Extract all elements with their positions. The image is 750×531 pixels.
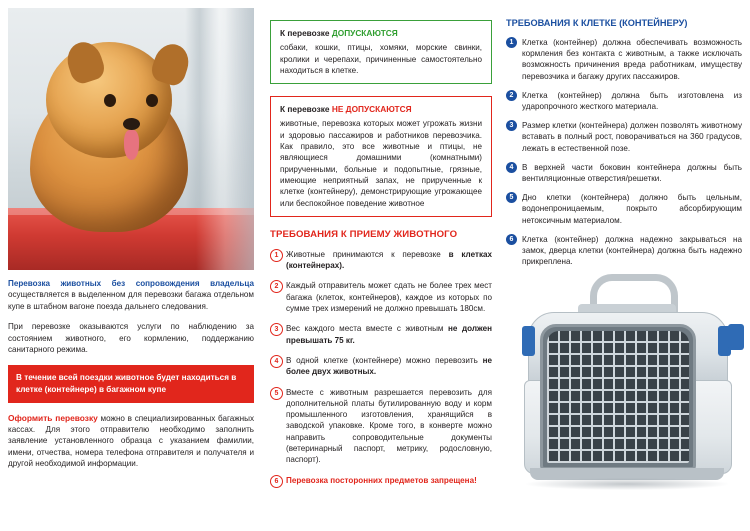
list-item bbox=[270, 280, 492, 314]
order-text: можно в специализированных багажных кассах. Для этого отправителю необходимо заполнить заявление установленного образца с указанием фамилии, имени, отчества, номера телефона отправителя и получателя и другой необходимой информации. bbox=[8, 413, 254, 469]
list-item bbox=[270, 323, 492, 346]
order-head: Оформить перевозку bbox=[8, 412, 98, 423]
list-item bbox=[270, 387, 492, 466]
red-callout-box: В течение всей поездки животное будет находиться в клетке (контейнере) в багажном купе bbox=[8, 365, 254, 402]
list-item bbox=[506, 192, 742, 226]
left-text-block bbox=[8, 278, 254, 480]
list-number: 4 bbox=[506, 162, 517, 173]
denied-box-title bbox=[280, 104, 482, 115]
list-text-bold: не должен превышать 75 кг. bbox=[286, 324, 492, 345]
order-paragraph bbox=[8, 413, 254, 470]
left-column bbox=[0, 0, 262, 531]
allowed-title-plain: К перевозке bbox=[280, 28, 332, 38]
service-paragraph: При перевозке оказываются услуги по наблюдению за состоянием животного, его кормлению, поддержанию санитарного режима. bbox=[8, 322, 254, 355]
list-number: 5 bbox=[270, 387, 283, 400]
list-number: 2 bbox=[506, 90, 517, 101]
list-number: 1 bbox=[506, 37, 517, 48]
allowed-animals-box bbox=[270, 20, 492, 84]
dog-tongue bbox=[124, 130, 139, 160]
list-text: Клетка (контейнер) должна обеспечивать возможность кормления без контакта с животным, а также исключать возможность причинения вреда работникам, имуществу перевозчика и багажу других пассажиров. bbox=[522, 38, 742, 81]
list-number: 5 bbox=[506, 192, 517, 203]
dog-ear-left bbox=[63, 38, 108, 87]
list-text: В верхней части боковин контейнера должны быть вентиляционные отверстия/решетки. bbox=[522, 162, 742, 184]
list-item bbox=[506, 234, 742, 268]
dog-eye-right bbox=[146, 94, 158, 107]
dog-head bbox=[46, 42, 172, 158]
lead-highlight: Перевозка животных без сопровождения владельца bbox=[8, 279, 254, 288]
list-item bbox=[506, 37, 742, 82]
list-number: 2 bbox=[270, 280, 283, 293]
dog-eye-left bbox=[104, 94, 116, 107]
list-text: Животные принимаются к перевозке bbox=[286, 249, 449, 259]
carrier-latch-left bbox=[522, 326, 535, 356]
list-text: Клетка (контейнер) должна надежно закрываться на замок, дверца клетки (контейнера) должна быть надежно прикреплена. bbox=[522, 234, 742, 267]
denied-title-plain: К перевозке bbox=[280, 104, 332, 115]
list-item bbox=[270, 355, 492, 378]
lead-rest: осуществляется в выделенном для перевозки багажа отдельном купе в штабном вагоне поезда дальнего следования. bbox=[8, 290, 254, 311]
list-text: Каждый отправитель может сдать не более трех мест багажа (клеток, контейнеров), каждое из которых по сумме трех измерений не должно превышать 180см. bbox=[286, 281, 492, 314]
list-text: В одной клетке (контейнере) можно перевозить bbox=[286, 355, 483, 365]
list-number: 6 bbox=[270, 475, 283, 488]
dog-nose bbox=[123, 118, 140, 130]
carrier-door-lock bbox=[728, 324, 744, 350]
lead-paragraph bbox=[8, 278, 254, 312]
carrier-door bbox=[540, 324, 696, 470]
list-item bbox=[506, 120, 742, 154]
allowed-title-highlight: ДОПУСКАЮТСЯ bbox=[331, 28, 398, 38]
dog-ear-right bbox=[149, 40, 194, 89]
list-number: 6 bbox=[506, 234, 517, 245]
list-text: Вместе с животным разрешается перевозить для дополнительной платы бутилированную воду и корм промышленного изготовления, хранящийся в заводской упаковке. Кроме того, в конверте можно направить сопроводительные документы (ветеринарный паспорт, метрику, родословную, паспорт). bbox=[286, 387, 492, 465]
list-item bbox=[506, 162, 742, 184]
list-item bbox=[506, 90, 742, 112]
list-text: Размер клетки (контейнера) должен позволять животному вставать в полный рост, поворачиваться на 360 градусов, лежать в естественной позе. bbox=[522, 121, 742, 153]
list-text-bold: не более двух животных. bbox=[286, 355, 492, 377]
acceptance-requirements-list bbox=[270, 249, 492, 486]
photo-glare bbox=[196, 8, 254, 270]
dog-photo bbox=[8, 8, 254, 270]
list-text: Вес каждого места вместе с животным bbox=[286, 324, 449, 334]
list-text: Дно клетки (контейнера) должно быть цельным, водонепроницаемым, покрыто абсорбирующим нетоксичным материалом. bbox=[522, 193, 742, 225]
list-text: Клетка (контейнер) должна быть изготовлена из ударопрочного жесткого материала. bbox=[522, 90, 742, 112]
denied-animals-box bbox=[270, 96, 492, 217]
list-text: Перевозка посторонних предметов запрещена! bbox=[286, 475, 477, 485]
middle-column bbox=[270, 0, 492, 531]
carrier-door-grille bbox=[547, 331, 689, 463]
pet-carrier-illustration bbox=[512, 268, 740, 498]
denied-box-text: животные, перевозка которых может угрожать жизни и здоровью пассажиров и работников перевозчика. Как правило, это все животные и птицы, не являющиеся домашними (комнатными) прирученными, больные и подопытные, грязные, имеющие неприятный запах, не прирученные к клетке (контейнеру), демонстрирующие угрожающее или беспокойное поведение животное bbox=[280, 119, 482, 208]
acceptance-requirements-title: ТРЕБОВАНИЯ К ПРИЕМУ ЖИВОТНОГО bbox=[270, 228, 458, 240]
cage-requirements-list bbox=[506, 37, 742, 267]
allowed-box-title bbox=[280, 28, 482, 39]
list-number: 3 bbox=[270, 323, 283, 336]
list-number: 4 bbox=[270, 355, 283, 368]
list-item bbox=[270, 249, 492, 272]
carrier-shadow bbox=[526, 478, 728, 490]
list-number: 1 bbox=[270, 249, 283, 262]
list-number: 3 bbox=[506, 120, 517, 131]
dog-illustration bbox=[22, 36, 194, 232]
list-text-bold: в клетках (контейнерах). bbox=[286, 249, 493, 271]
cage-requirements-title: ТРЕБОВАНИЯ К КЛЕТКЕ (КОНТЕЙНЕРУ) bbox=[506, 18, 688, 28]
allowed-box-text: собаки, кошки, птицы, хомяки, морские свинки, кролики и черепахи, причиненные самостоятельно находиться в клетке. bbox=[280, 43, 482, 75]
denied-title-highlight: НЕ ДОПУСКАЮТСЯ bbox=[331, 104, 412, 115]
list-item bbox=[270, 475, 492, 486]
